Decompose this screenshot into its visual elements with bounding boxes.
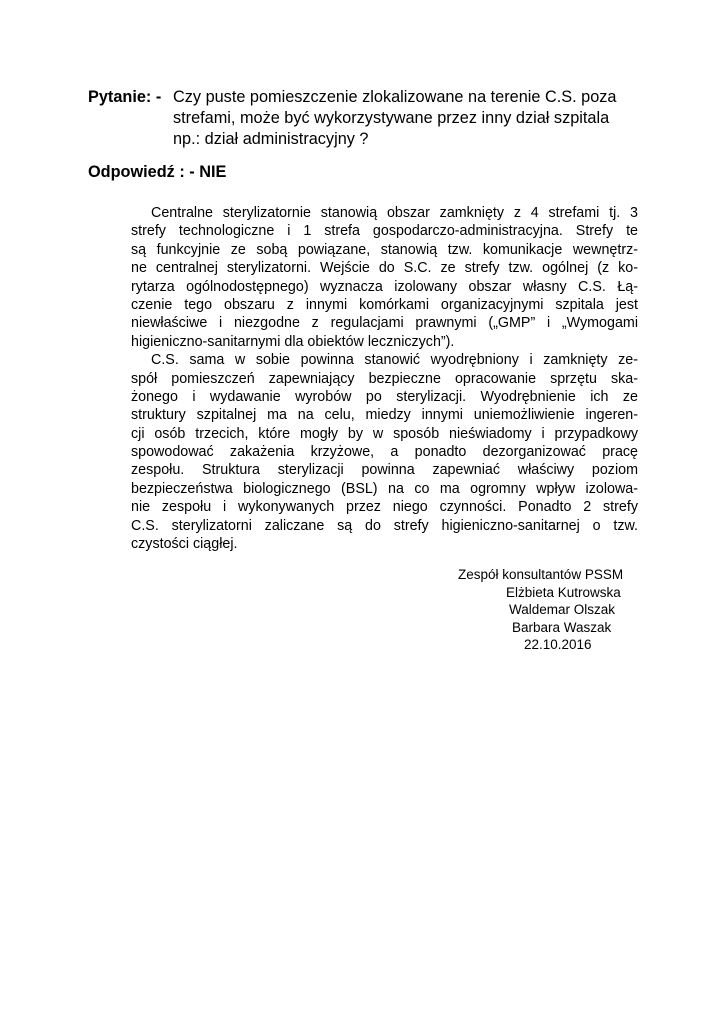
answer-heading: Odpowiedź : - NIE — [88, 163, 227, 181]
question-line-1: Czy puste pomieszczenie zlokalizowane na terenie C.S. poza — [173, 88, 617, 106]
body-line: czystości ciągłej. — [131, 536, 238, 553]
body-line: rytarza ogólnodostępnego) wyznacza izolowany obszar własny C.S. Łą- — [131, 278, 638, 295]
body-line: Centralne sterylizatornie stanowią obszar zamknięty z 4 strefami tj. 3 — [151, 205, 638, 221]
question-label: Pytanie: - — [88, 88, 162, 106]
body-line: zespołu. Struktura sterylizacji powinna zapewniać właściwy poziom — [131, 462, 638, 479]
body-line: nie zespołu i wykonywanych przez niego czynności. Ponadto 2 strefy — [131, 499, 638, 516]
body-line: struktury szpitalnej ma na celu, miedzy innymi uniemożliwienie ingeren- — [131, 407, 638, 424]
signature-member: Barbara Waszak — [512, 619, 612, 635]
signature-member: Waldemar Olszak — [509, 602, 616, 618]
body-line: ne centralnej sterylizatorni. Wejście do S.C. ze strefy tzw. ogólnej (z ko- — [131, 260, 638, 277]
body-line: spowodować zakażenia krzyżowe, a ponadto dezorganizować pracę — [131, 444, 638, 461]
body-line: C.S. sama w sobie powinna stanowić wyodrębniony i zamknięty ze- — [151, 352, 638, 369]
body-line: żonego i wydawanie wyrobów po sterylizacji. Wyodrębnienie ich ze — [131, 388, 638, 405]
body-line: są funkcyjnie ze sobą powiązane, stanowią tzw. komunikacje wewnętrz- — [131, 241, 638, 258]
question-line-2: strefami, może być wykorzystywane przez inny dział szpitala — [173, 109, 610, 127]
body-line: cji osób trzecich, które mogły by w sposób nieświadomy i przypadkowy — [131, 425, 638, 442]
body-line: higieniczno-sanitarnymi dla obiektów leczniczych”). — [131, 333, 455, 350]
signature-team: Zespół konsultantów PSSM — [458, 567, 624, 582]
answer-body — [131, 204, 638, 553]
signature-member: Elżbieta Kutrowska — [506, 584, 621, 600]
body-line: bezpieczeństwa biologicznego (BSL) na co ma ogromny wpływ izolowa- — [131, 480, 638, 497]
body-line: niewłaściwe i niezgodne z regulacjami prawnymi („GMP” i „Wymogami — [131, 315, 638, 332]
body-line: spół pomieszczeń zapewniający bezpieczne opracowanie sprzętu ska- — [131, 370, 638, 387]
question-line-3: np.: dział administracyjny ? — [173, 130, 369, 148]
body-line: C.S. sterylizatorni zaliczane są do strefy higieniczno-sanitarnej o tzw. — [131, 517, 638, 534]
body-line: czenie tego obszaru z innymi komórkami organizacyjnymi szpitala jest — [131, 296, 638, 313]
body-line: strefy technologiczne i 1 strefa gospodarczo-administracyjna. Strefy te — [131, 223, 638, 240]
signature-date: 22.10.2016 — [524, 637, 592, 653]
